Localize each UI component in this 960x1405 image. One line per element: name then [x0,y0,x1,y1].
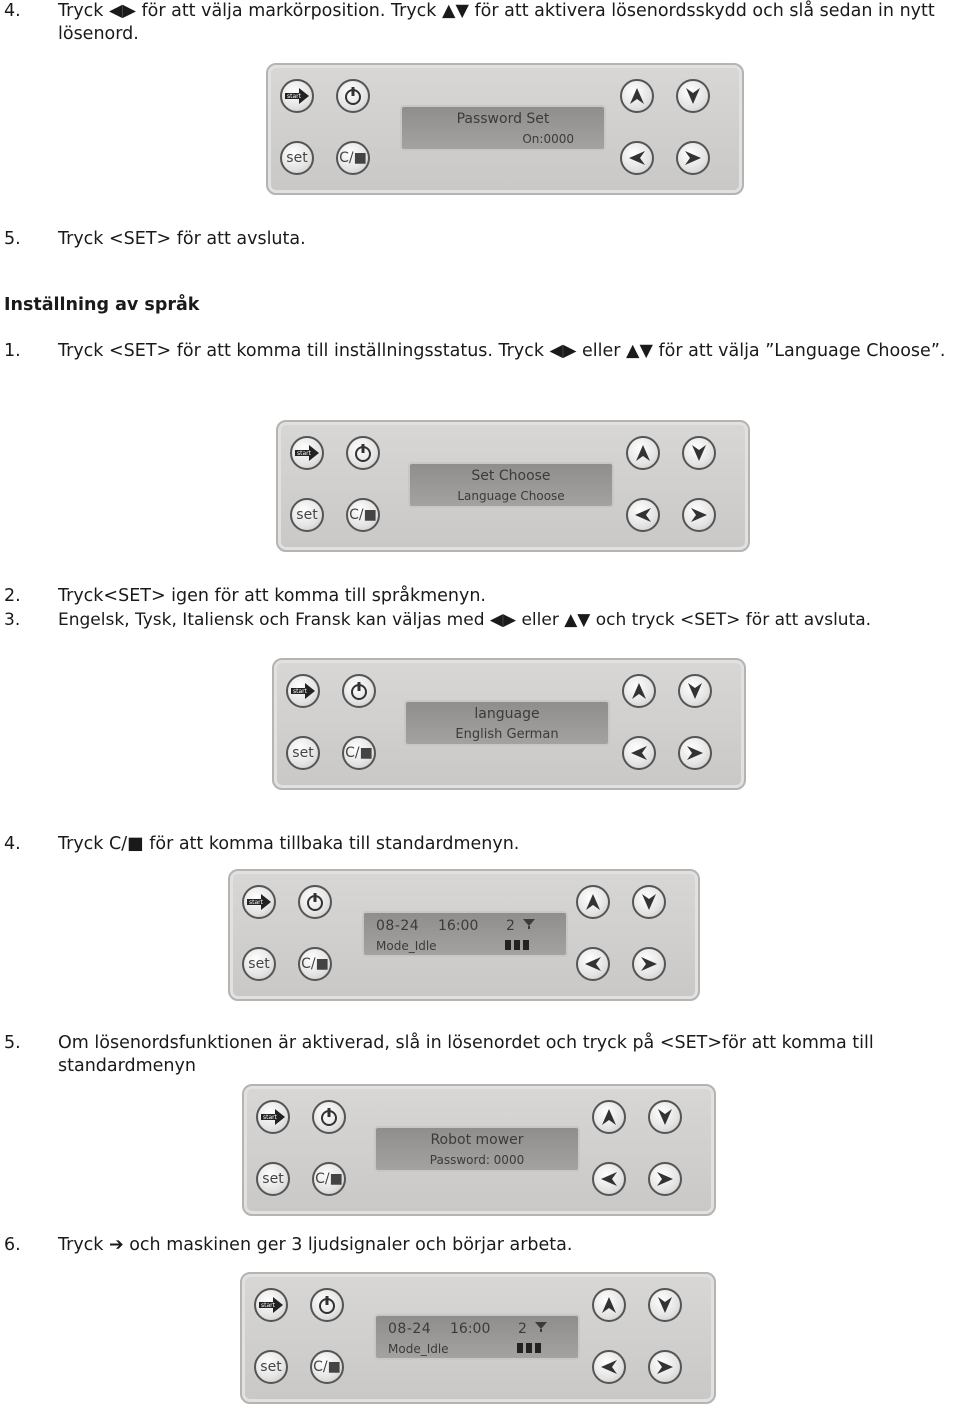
arrow-up-icon [635,444,651,462]
down-button[interactable] [682,436,716,470]
start-button[interactable] [242,885,276,919]
step-text: Tryck<SET> igen för att komma till språkmenyn. [58,586,486,606]
svg-text:start: start [263,1114,277,1121]
arrow-right-icon [284,86,310,106]
step-1-settings [4,340,956,363]
step-text: Om lösenordsfunktionen är aktiverad, slå in lösenordet och tryck på <SET>för att komma till standardmenyn [58,1033,874,1076]
right-button[interactable] [676,141,710,175]
power-button[interactable] [298,885,332,919]
lcd-display [374,1314,580,1360]
arrow-down-icon [657,1296,673,1314]
step-4-back-to-standard [4,833,956,856]
down-button[interactable] [632,885,666,919]
lcd-time: 16:00 [438,918,479,934]
arrow-right-icon [290,681,316,701]
clear-stop-label: C/■ [345,745,373,761]
start-button[interactable] [254,1288,288,1322]
clear-stop-button[interactable] [298,947,332,981]
arrow-right-icon [294,443,320,463]
step-text: Tryck ◀▶ för att välja markörposition. Tryck ▲▼ för att aktivera lösenordsskydd och slå sedan in nytt lösenord. [58,1,935,44]
control-panel-idle [228,869,700,1001]
arrow-right-icon [656,1171,674,1187]
lcd-date: 08-24 [376,918,420,934]
step-text: Tryck <SET> för att avsluta. [58,229,306,249]
lcd-display [374,1126,580,1172]
signal-icon [534,1321,548,1333]
set-button[interactable] [256,1162,290,1196]
start-button[interactable] [256,1100,290,1134]
right-button[interactable] [682,498,716,532]
lcd-line-1: Robot mower [430,1132,524,1148]
step-number: 4. [4,1,21,21]
left-button[interactable] [592,1162,626,1196]
arrow-left-icon [630,745,648,761]
step-6-start [4,1234,956,1257]
step-text: Tryck ➔ och maskinen ger 3 ljudsignaler och börjar arbeta. [58,1235,573,1255]
up-button[interactable] [592,1288,626,1322]
set-button[interactable] [242,947,276,981]
up-button[interactable] [592,1100,626,1134]
step-text: Tryck <SET> för att komma till inställningsstatus. Tryck ◀▶ eller ▲▼ för att välja ”Language Choose”. [58,341,946,361]
svg-text:start: start [297,450,311,457]
lcd-display [362,911,568,957]
set-button-label: set [262,1171,284,1187]
lcd-count: 2 [506,918,515,934]
lcd-display [408,462,614,508]
right-button[interactable] [632,947,666,981]
lcd-line-2: English German [455,727,559,742]
lcd-time: 16:00 [450,1321,491,1337]
set-button[interactable] [280,141,314,175]
step-3-select-language [4,609,960,632]
step-5-password-entry [4,1032,956,1078]
control-panel-password-set [266,63,744,195]
arrow-left-icon [600,1171,618,1187]
step-4-password [4,0,956,46]
lcd-line-2: On:0000 [522,132,574,146]
clear-stop-label: C/■ [301,956,329,972]
set-button-label: set [286,150,308,166]
arrow-down-icon [685,87,701,105]
clear-stop-button[interactable] [312,1162,346,1196]
up-button[interactable] [626,436,660,470]
set-button-label: set [292,745,314,761]
arrow-down-icon [687,682,703,700]
svg-text:start: start [293,688,307,695]
up-button[interactable] [620,79,654,113]
arrow-up-icon [631,682,647,700]
power-button[interactable] [336,79,370,113]
arrow-up-icon [629,87,645,105]
clear-stop-label: C/■ [315,1171,343,1187]
up-button[interactable] [622,674,656,708]
arrow-right-icon [686,745,704,761]
left-button[interactable] [626,498,660,532]
power-icon [348,680,370,702]
arrow-right-icon [684,150,702,166]
arrow-right-icon [258,1295,284,1315]
set-button-label: set [248,956,270,972]
arrow-left-icon [634,507,652,523]
arrow-right-icon [260,1107,286,1127]
step-number: 5. [4,229,21,249]
section-heading: Inställning av språk [4,295,200,315]
step-number: 3. [4,610,21,630]
set-button-label: set [260,1359,282,1375]
power-button[interactable] [342,674,376,708]
step-text: Tryck C/■ för att komma tillbaka till standardmenyn. [58,834,520,854]
left-button[interactable] [622,736,656,770]
power-icon [316,1294,338,1316]
battery-level-icon [516,1342,544,1354]
step-number: 1. [4,341,21,361]
svg-text:start: start [261,1302,275,1309]
battery-level-icon [504,939,532,951]
start-button[interactable] [280,79,314,113]
start-button[interactable] [290,436,324,470]
arrow-down-icon [691,444,707,462]
right-button[interactable] [678,736,712,770]
clear-stop-button[interactable] [346,498,380,532]
arrow-right-icon [246,892,272,912]
set-button[interactable] [254,1350,288,1384]
lcd-date: 08-24 [388,1321,432,1337]
arrow-right-icon [640,956,658,972]
down-button[interactable] [648,1100,682,1134]
clear-stop-button[interactable] [336,141,370,175]
arrow-up-icon [601,1296,617,1314]
left-button[interactable] [620,141,654,175]
arrow-up-icon [601,1108,617,1126]
lcd-line-1: Set Choose [471,468,551,484]
step-2-language-menu [4,585,956,608]
signal-icon [522,918,536,930]
arrow-right-icon [656,1359,674,1375]
set-button[interactable] [286,736,320,770]
step-number: 5. [4,1033,21,1053]
lcd-count: 2 [518,1321,527,1337]
clear-stop-label: C/■ [339,150,367,166]
arrow-left-icon [600,1359,618,1375]
power-icon [342,85,364,107]
control-panel-language [272,658,746,790]
arrow-left-icon [628,150,646,166]
control-panel-set-choose [276,420,750,552]
lcd-mode: Mode_Idle [388,1342,449,1356]
down-button[interactable] [676,79,710,113]
arrow-up-icon [585,893,601,911]
lcd-line-2: Password: 0000 [429,1153,525,1167]
arrow-right-icon [690,507,708,523]
step-text: Engelsk, Tysk, Italiensk och Fransk kan väljas med ◀▶ eller ▲▼ och tryck <SET> för att avsluta. [58,610,872,630]
right-button[interactable] [648,1350,682,1384]
power-button[interactable] [310,1288,344,1322]
step-number: 2. [4,586,21,606]
lcd-line-1: language [474,706,540,722]
power-icon [318,1106,340,1128]
power-icon [304,891,326,913]
control-panel-robot-password [242,1084,716,1216]
power-button[interactable] [346,436,380,470]
control-panel-idle-final [240,1272,716,1404]
left-button[interactable] [576,947,610,981]
lcd-display [400,105,606,151]
lcd-line-1: Password Set [456,111,550,127]
clear-stop-button[interactable] [342,736,376,770]
down-button[interactable] [678,674,712,708]
svg-text:start: start [287,93,301,100]
down-button[interactable] [648,1288,682,1322]
arrow-left-icon [584,956,602,972]
svg-text:start: start [249,899,263,906]
lcd-line-2: Language Choose [457,489,565,503]
power-icon [352,442,374,464]
power-button[interactable] [312,1100,346,1134]
step-5-finish [4,228,956,251]
lcd-display [404,700,610,746]
arrow-down-icon [657,1108,673,1126]
set-button[interactable] [290,498,324,532]
lcd-mode: Mode_Idle [376,939,437,953]
clear-stop-label: C/■ [349,507,377,523]
start-button[interactable] [286,674,320,708]
step-number: 6. [4,1235,21,1255]
right-button[interactable] [648,1162,682,1196]
step-number: 4. [4,834,21,854]
set-button-label: set [296,507,318,523]
left-button[interactable] [592,1350,626,1384]
arrow-down-icon [641,893,657,911]
clear-stop-button[interactable] [310,1350,344,1384]
clear-stop-label: C/■ [313,1359,341,1375]
up-button[interactable] [576,885,610,919]
